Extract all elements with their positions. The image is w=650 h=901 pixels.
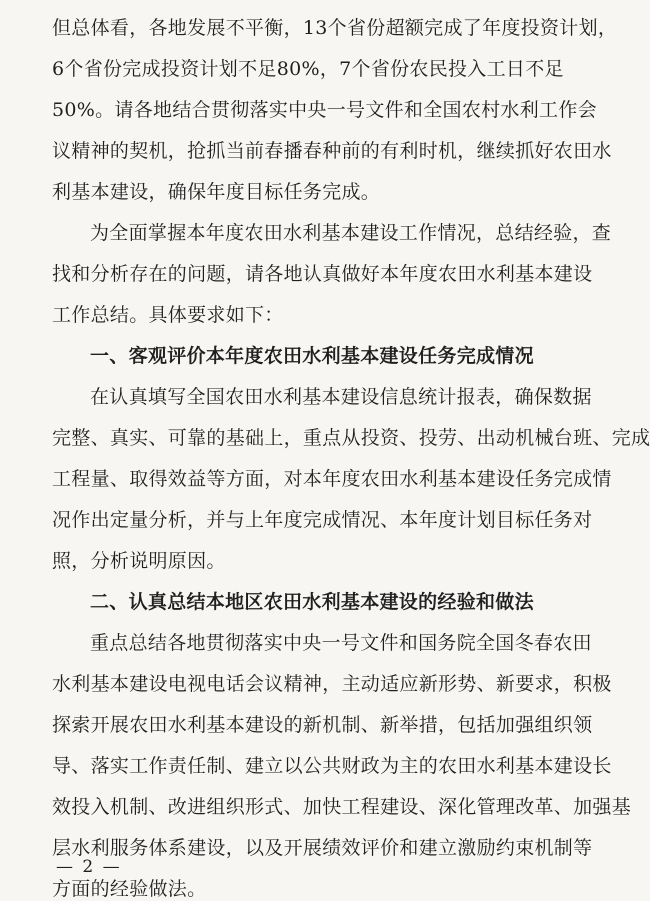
body-line-12: 工程量、取得效益等方面，对本年度农田水利基本建设任务完成情 bbox=[52, 468, 612, 490]
body-line-6: 为全面掌握本年度农田水利基本建设工作情况，总结经验，查 bbox=[90, 222, 612, 244]
body-line-11: 完整、真实、可靠的基础上，重点从投资、投劳、出动机械台班、完成 bbox=[52, 427, 650, 449]
body-line-14: 照，分析说明原因。 bbox=[52, 550, 226, 572]
body-line-2: 6个省份完成投资计划不足80%，7个省份农民投入工日不足 bbox=[52, 58, 564, 80]
page-number: — 2 — bbox=[56, 857, 122, 877]
body-line-18: 探索开展农田水利基本建设的新机制、新举措，包括加强组织领 bbox=[52, 714, 593, 736]
body-line-20: 效投入机制、改进组织形式、加快工程建设、深化管理改革、加强基 bbox=[52, 796, 632, 818]
body-line-21: 层水利服务体系建设，以及开展绩效评价和建立激励约束机制等 bbox=[52, 837, 593, 859]
body-line-3: 50%。请各地结合贯彻落实中央一号文件和全国农村水利工作会 bbox=[52, 99, 597, 121]
body-line-5: 利基本建设，确保年度目标任务完成。 bbox=[52, 181, 381, 203]
body-line-7: 找和分析存在的问题，请各地认真做好本年度农田水利基本建设 bbox=[52, 263, 593, 285]
body-line-8: 工作总结。具体要求如下： bbox=[52, 304, 284, 326]
body-line-13: 况作出定量分析，并与上年度完成情况、本年度计划目标任务对 bbox=[52, 509, 593, 531]
body-line-16: 重点总结各地贯彻落实中央一号文件和国务院全国冬春农田 bbox=[90, 632, 592, 654]
body-line-1: 但总体看，各地发展不平衡，13个省份超额完成了年度投资计划， bbox=[52, 17, 618, 39]
body-line-22: 方面的经验做法。 bbox=[52, 878, 207, 900]
body-line-4: 议精神的契机，抢抓当前春播春种前的有利时机，继续抓好农田水 bbox=[52, 140, 612, 162]
section-heading-2: 二、认真总结本地区农田水利基本建设的经验和做法 bbox=[90, 591, 534, 613]
body-line-10: 在认真填写全国农田水利基本建设信息统计报表，确保数据 bbox=[90, 386, 592, 408]
body-line-19: 导、落实工作责任制、建立以公共财政为主的农田水利基本建设长 bbox=[52, 755, 612, 777]
body-line-17: 水利基本建设电视电话会议精神，主动适应新形势、新要求，积极 bbox=[52, 673, 612, 695]
section-heading-1: 一、客观评价本年度农田水利基本建设任务完成情况 bbox=[90, 345, 534, 367]
